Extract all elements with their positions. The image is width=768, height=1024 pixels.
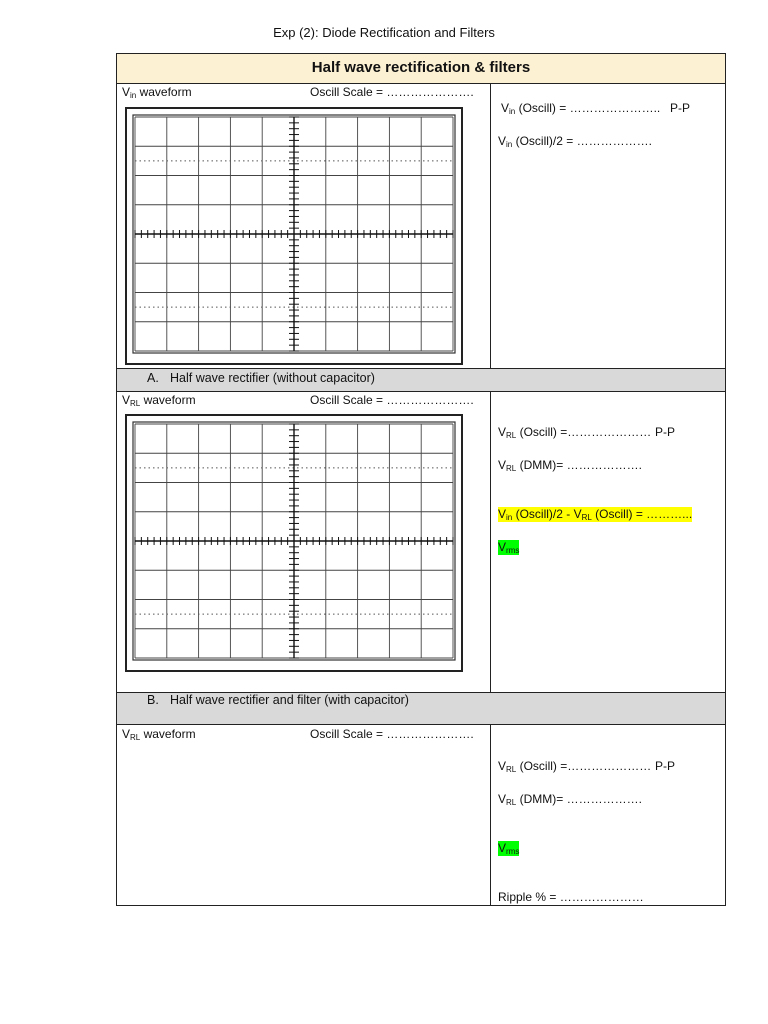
vrl-waveform-label: $V_{RL}$ waveform [122, 727, 196, 742]
vrl-waveform-label: $V_{RL}$ waveform [122, 393, 196, 408]
column-divider [490, 391, 491, 693]
vin-waveform-label: $V_{in}$ waveform [122, 85, 192, 100]
vin-scope-screen [125, 107, 463, 365]
vin-oscill-field[interactable]: $V_{in}$ (Oscill) = ………………….. [501, 101, 661, 116]
document-title: Exp (2): Diode Rectification and Filters [273, 25, 495, 40]
vrl-oscill-field[interactable]: $V_{RL}$ (Oscill) =………………… [498, 759, 652, 774]
section-a-letter: A. [147, 371, 159, 385]
voltage-difference-field[interactable]: $V_{in}$ (Oscill)/2 - $V_{RL}$ (Oscill) = ………... [498, 507, 693, 522]
oscilloscope-grid-icon [125, 107, 463, 365]
column-divider [490, 83, 491, 369]
vrms-field[interactable]: $V_{rms}$ [498, 540, 520, 555]
section-b-row [116, 724, 726, 906]
column-divider [490, 724, 491, 906]
section-a-title: Half wave rectifier (without capacitor) [170, 371, 375, 385]
section-b-letter: B. [147, 693, 159, 707]
section-b-title: Half wave rectifier and filter (with capacitor) [170, 693, 409, 707]
ripple-field[interactable]: Ripple % = ………………… [498, 890, 644, 904]
vrl-dmm-field[interactable]: $V_{RL}$ (DMM)= ………………. [498, 792, 642, 807]
pp-unit: P-P [655, 425, 676, 439]
section-b-header [116, 692, 726, 725]
oscill-scale-field[interactable]: Oscill Scale = …………………. [310, 85, 474, 99]
vrl-dmm-field[interactable]: $V_{RL}$ (DMM)= ………………. [498, 458, 642, 473]
vin-half-field[interactable]: $V_{in}$ (Oscill)/2 = ………………. [498, 134, 652, 149]
pp-unit: P-P [670, 101, 691, 115]
section-a-header [116, 368, 726, 392]
vrl-scope-screen [125, 414, 463, 672]
oscill-scale-field[interactable]: Oscill Scale = …………………. [310, 393, 474, 407]
main-title: Half wave rectification & filters [116, 53, 726, 84]
vrms-field[interactable]: $V_{rms}$ [498, 841, 520, 856]
pp-unit: P-P [655, 759, 676, 773]
vrl-oscill-field[interactable]: $V_{RL}$ (Oscill) =………………… [498, 425, 652, 440]
oscilloscope-grid-icon [125, 414, 463, 672]
oscill-scale-field[interactable]: Oscill Scale = …………………. [310, 727, 474, 741]
